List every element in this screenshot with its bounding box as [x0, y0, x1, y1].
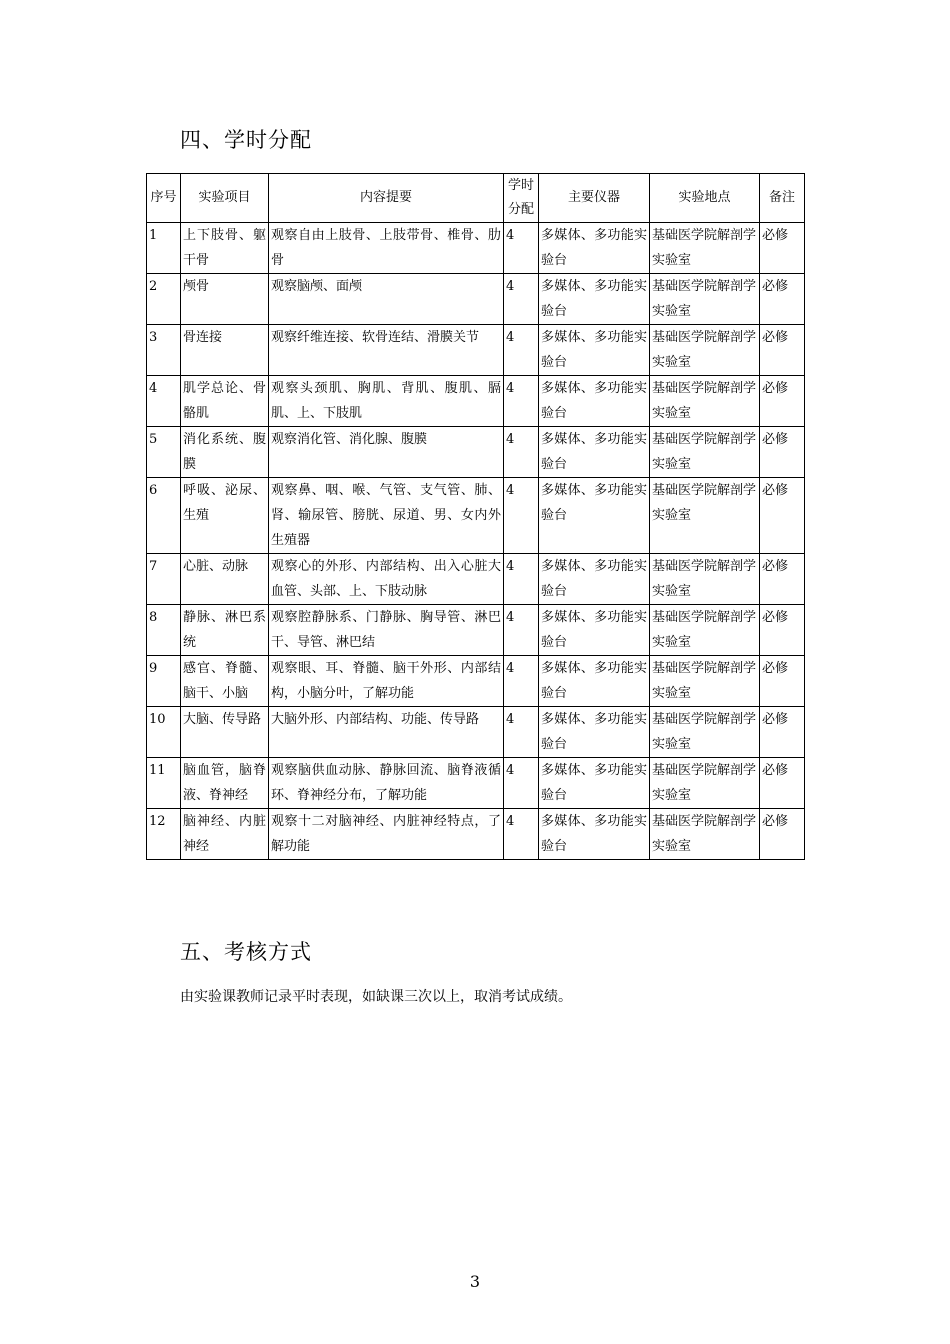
- cell-project-text: 呼吸、泌尿、生殖: [183, 483, 266, 523]
- cell-remark: [760, 478, 805, 554]
- cell-remark: [760, 274, 805, 325]
- cell-remark: [760, 656, 805, 707]
- cell-remark: [760, 758, 805, 809]
- cell-content-text: 观察心的外形、内部结构、出入心脏大血管、头部、上、下肢动脉: [271, 559, 501, 599]
- cell-content: [269, 605, 504, 656]
- cell-location-text: 基础医学院解剖学实验室: [652, 763, 757, 803]
- cell-hours-text: 4: [506, 381, 515, 396]
- cell-equipment: [539, 223, 650, 274]
- cell-content-text: 观察纤维连接、软骨连结、滑膜关节: [271, 330, 480, 345]
- cell-content-text: 观察脑供血动脉、静脉回流、脑脊液循环、脊神经分布，了解功能: [271, 763, 501, 803]
- cell-content: [269, 274, 504, 325]
- header-remark: 备注: [760, 174, 805, 223]
- cell-equipment: [539, 656, 650, 707]
- cell-no: [147, 758, 181, 809]
- cell-location-text: 基础医学院解剖学实验室: [652, 279, 757, 319]
- cell-project-text: 大脑、传导路: [183, 712, 262, 727]
- cell-hours-text: 4: [506, 330, 515, 345]
- cell-content: [269, 554, 504, 605]
- cell-no-text: 9: [149, 661, 158, 676]
- header-hours-line2: 分配: [507, 202, 534, 217]
- cell-hours: [504, 758, 539, 809]
- cell-location: [650, 554, 760, 605]
- header-no: 序号: [147, 174, 181, 223]
- cell-remark-text: 必修: [762, 661, 789, 676]
- cell-equipment-text: 多媒体、多功能实验台: [541, 228, 647, 268]
- cell-equipment: [539, 707, 650, 758]
- cell-remark: [760, 427, 805, 478]
- cell-project-text: 骨连接: [183, 330, 223, 345]
- cell-remark-text: 必修: [762, 712, 789, 727]
- table-row: [147, 478, 805, 554]
- cell-remark: [760, 376, 805, 427]
- cell-no: [147, 376, 181, 427]
- cell-project: [181, 223, 269, 274]
- cell-hours: [504, 707, 539, 758]
- cell-hours-text: 4: [506, 814, 515, 829]
- cell-project: [181, 809, 269, 860]
- cell-content-text: 大脑外形、内部结构、功能、传导路: [271, 712, 480, 727]
- table-row: [147, 605, 805, 656]
- cell-location-text: 基础医学院解剖学实验室: [652, 610, 757, 650]
- header-equipment: 主要仪器: [539, 174, 650, 223]
- cell-hours-text: 4: [506, 712, 515, 727]
- cell-hours: [504, 223, 539, 274]
- cell-no: [147, 274, 181, 325]
- cell-no-text: 3: [149, 330, 158, 345]
- header-hours: [504, 174, 539, 223]
- cell-equipment: [539, 554, 650, 605]
- header-hours-line1: 学时: [507, 178, 534, 193]
- cell-content: [269, 427, 504, 478]
- cell-no-text: 2: [149, 279, 158, 294]
- cell-project: [181, 554, 269, 605]
- cell-equipment: [539, 376, 650, 427]
- cell-project-text: 消化系统、腹膜: [183, 432, 266, 472]
- cell-no: [147, 656, 181, 707]
- cell-location: [650, 656, 760, 707]
- cell-hours: [504, 656, 539, 707]
- section-title-allocation: 四、学时分配: [180, 128, 312, 152]
- cell-hours: [504, 376, 539, 427]
- cell-remark-text: 必修: [762, 763, 789, 778]
- cell-remark-text: 必修: [762, 559, 789, 574]
- cell-no-text: 6: [149, 483, 158, 498]
- cell-hours: [504, 478, 539, 554]
- cell-project-text: 肌学总论、骨骼肌: [183, 381, 266, 421]
- cell-hours-text: 4: [506, 661, 515, 676]
- cell-hours: [504, 605, 539, 656]
- cell-equipment-text: 多媒体、多功能实验台: [541, 661, 647, 701]
- cell-hours: [504, 427, 539, 478]
- cell-hours-text: 4: [506, 279, 515, 294]
- cell-project: [181, 325, 269, 376]
- cell-remark: [760, 325, 805, 376]
- cell-location: [650, 605, 760, 656]
- cell-equipment: [539, 478, 650, 554]
- cell-equipment-text: 多媒体、多功能实验台: [541, 381, 647, 421]
- cell-location: [650, 376, 760, 427]
- cell-remark-text: 必修: [762, 381, 789, 396]
- cell-project-text: 上下肢骨、躯干骨: [183, 228, 266, 268]
- hours-allocation-table: [146, 173, 805, 860]
- cell-location: [650, 758, 760, 809]
- cell-hours-text: 4: [506, 763, 515, 778]
- cell-no: [147, 325, 181, 376]
- cell-hours-text: 4: [506, 432, 515, 447]
- cell-remark: [760, 223, 805, 274]
- cell-project: [181, 605, 269, 656]
- cell-equipment: [539, 325, 650, 376]
- cell-content-text: 观察十二对脑神经、内脏神经特点，了解功能: [271, 814, 501, 854]
- cell-remark-text: 必修: [762, 330, 789, 345]
- cell-remark-text: 必修: [762, 228, 789, 243]
- table-body: [147, 223, 805, 860]
- cell-equipment-text: 多媒体、多功能实验台: [541, 559, 647, 599]
- header-content: 内容提要: [269, 174, 504, 223]
- cell-remark: [760, 554, 805, 605]
- cell-project-text: 心脏、动脉: [183, 559, 249, 574]
- cell-equipment-text: 多媒体、多功能实验台: [541, 610, 647, 650]
- cell-hours-text: 4: [506, 483, 515, 498]
- cell-no: [147, 478, 181, 554]
- cell-equipment-text: 多媒体、多功能实验台: [541, 432, 647, 472]
- cell-content: [269, 223, 504, 274]
- cell-equipment: [539, 758, 650, 809]
- cell-project: [181, 656, 269, 707]
- cell-no-text: 5: [149, 432, 158, 447]
- cell-location-text: 基础医学院解剖学实验室: [652, 381, 757, 421]
- table-row: [147, 274, 805, 325]
- cell-no: [147, 427, 181, 478]
- cell-equipment-text: 多媒体、多功能实验台: [541, 483, 647, 523]
- cell-no: [147, 707, 181, 758]
- cell-hours: [504, 809, 539, 860]
- cell-content: [269, 758, 504, 809]
- cell-equipment: [539, 427, 650, 478]
- header-location: 实验地点: [650, 174, 760, 223]
- section-title-assessment: 五、考核方式: [180, 940, 312, 964]
- table-row: [147, 427, 805, 478]
- cell-project: [181, 274, 269, 325]
- cell-content-text: 观察自由上肢骨、上肢带骨、椎骨、肋骨: [271, 228, 501, 268]
- cell-content: [269, 809, 504, 860]
- cell-project-text: 脑血管，脑脊液、脊神经: [183, 763, 266, 803]
- cell-hours: [504, 274, 539, 325]
- cell-project: [181, 758, 269, 809]
- cell-remark: [760, 605, 805, 656]
- cell-content: [269, 478, 504, 554]
- cell-project: [181, 427, 269, 478]
- cell-content: [269, 325, 504, 376]
- cell-content-text: 观察眼、耳、脊髓、脑干外形、内部结构，小脑分叶，了解功能: [271, 661, 501, 701]
- cell-no: [147, 605, 181, 656]
- cell-equipment-text: 多媒体、多功能实验台: [541, 712, 647, 752]
- cell-content-text: 观察腔静脉系、门静脉、胸导管、淋巴干、导管、淋巴结: [271, 610, 501, 650]
- header-project: 实验项目: [181, 174, 269, 223]
- cell-location-text: 基础医学院解剖学实验室: [652, 661, 757, 701]
- cell-remark-text: 必修: [762, 279, 789, 294]
- cell-no: [147, 809, 181, 860]
- cell-remark-text: 必修: [762, 814, 789, 829]
- cell-content: [269, 707, 504, 758]
- cell-hours-text: 4: [506, 610, 515, 625]
- cell-location-text: 基础医学院解剖学实验室: [652, 814, 757, 854]
- cell-remark-text: 必修: [762, 610, 789, 625]
- cell-no-text: 7: [149, 559, 158, 574]
- cell-equipment: [539, 605, 650, 656]
- cell-project-text: 颅骨: [183, 279, 210, 294]
- page-number: 3: [469, 1272, 481, 1291]
- cell-content-text: 观察脑颅、面颅: [271, 279, 363, 294]
- cell-location-text: 基础医学院解剖学实验室: [652, 712, 757, 752]
- cell-location: [650, 707, 760, 758]
- assessment-text: 由实验课教师记录平时表现，如缺课三次以上，取消考试成绩。: [180, 989, 572, 1005]
- cell-equipment-text: 多媒体、多功能实验台: [541, 763, 647, 803]
- cell-content-text: 观察鼻、咽、喉、气管、支气管、肺、肾、输尿管、膀胱、尿道、男、女内外生殖器: [271, 483, 501, 548]
- cell-no-text: 12: [149, 814, 166, 829]
- cell-equipment-text: 多媒体、多功能实验台: [541, 330, 647, 370]
- cell-no: [147, 223, 181, 274]
- cell-project: [181, 478, 269, 554]
- cell-location: [650, 427, 760, 478]
- cell-hours: [504, 325, 539, 376]
- table-row: [147, 554, 805, 605]
- table-row: [147, 707, 805, 758]
- cell-equipment: [539, 809, 650, 860]
- cell-content: [269, 376, 504, 427]
- cell-location-text: 基础医学院解剖学实验室: [652, 432, 757, 472]
- cell-project-text: 静脉、淋巴系统: [183, 610, 266, 650]
- cell-location: [650, 274, 760, 325]
- cell-hours: [504, 554, 539, 605]
- cell-hours-text: 4: [506, 559, 515, 574]
- cell-no-text: 10: [149, 712, 166, 727]
- cell-project: [181, 707, 269, 758]
- cell-no-text: 1: [149, 228, 158, 243]
- cell-no-text: 11: [149, 763, 166, 778]
- cell-location: [650, 809, 760, 860]
- table-row: [147, 758, 805, 809]
- cell-no: [147, 554, 181, 605]
- table-row: [147, 656, 805, 707]
- cell-equipment-text: 多媒体、多功能实验台: [541, 279, 647, 319]
- cell-content: [269, 656, 504, 707]
- table-row: [147, 376, 805, 427]
- cell-remark: [760, 707, 805, 758]
- cell-project-text: 感官、脊髓、脑干、小脑: [183, 661, 266, 701]
- cell-location-text: 基础医学院解剖学实验室: [652, 228, 757, 268]
- cell-project-text: 脑神经、内脏神经: [183, 814, 266, 854]
- table-row: [147, 325, 805, 376]
- cell-location: [650, 478, 760, 554]
- cell-content-text: 观察头颈肌、胸肌、背肌、腹肌、膈肌、上、下肢肌: [271, 381, 501, 421]
- cell-location: [650, 325, 760, 376]
- cell-content-text: 观察消化管、消化腺、腹膜: [271, 432, 428, 447]
- table-row: [147, 809, 805, 860]
- cell-remark-text: 必修: [762, 483, 789, 498]
- cell-location-text: 基础医学院解剖学实验室: [652, 483, 757, 523]
- table-row: [147, 223, 805, 274]
- cell-location: [650, 223, 760, 274]
- cell-project: [181, 376, 269, 427]
- cell-equipment-text: 多媒体、多功能实验台: [541, 814, 647, 854]
- cell-remark-text: 必修: [762, 432, 789, 447]
- cell-location-text: 基础医学院解剖学实验室: [652, 330, 757, 370]
- cell-remark: [760, 809, 805, 860]
- cell-equipment: [539, 274, 650, 325]
- cell-location-text: 基础医学院解剖学实验室: [652, 559, 757, 599]
- cell-hours-text: 4: [506, 228, 515, 243]
- cell-no-text: 8: [149, 610, 158, 625]
- table-header-row: [147, 174, 805, 223]
- cell-no-text: 4: [149, 381, 158, 396]
